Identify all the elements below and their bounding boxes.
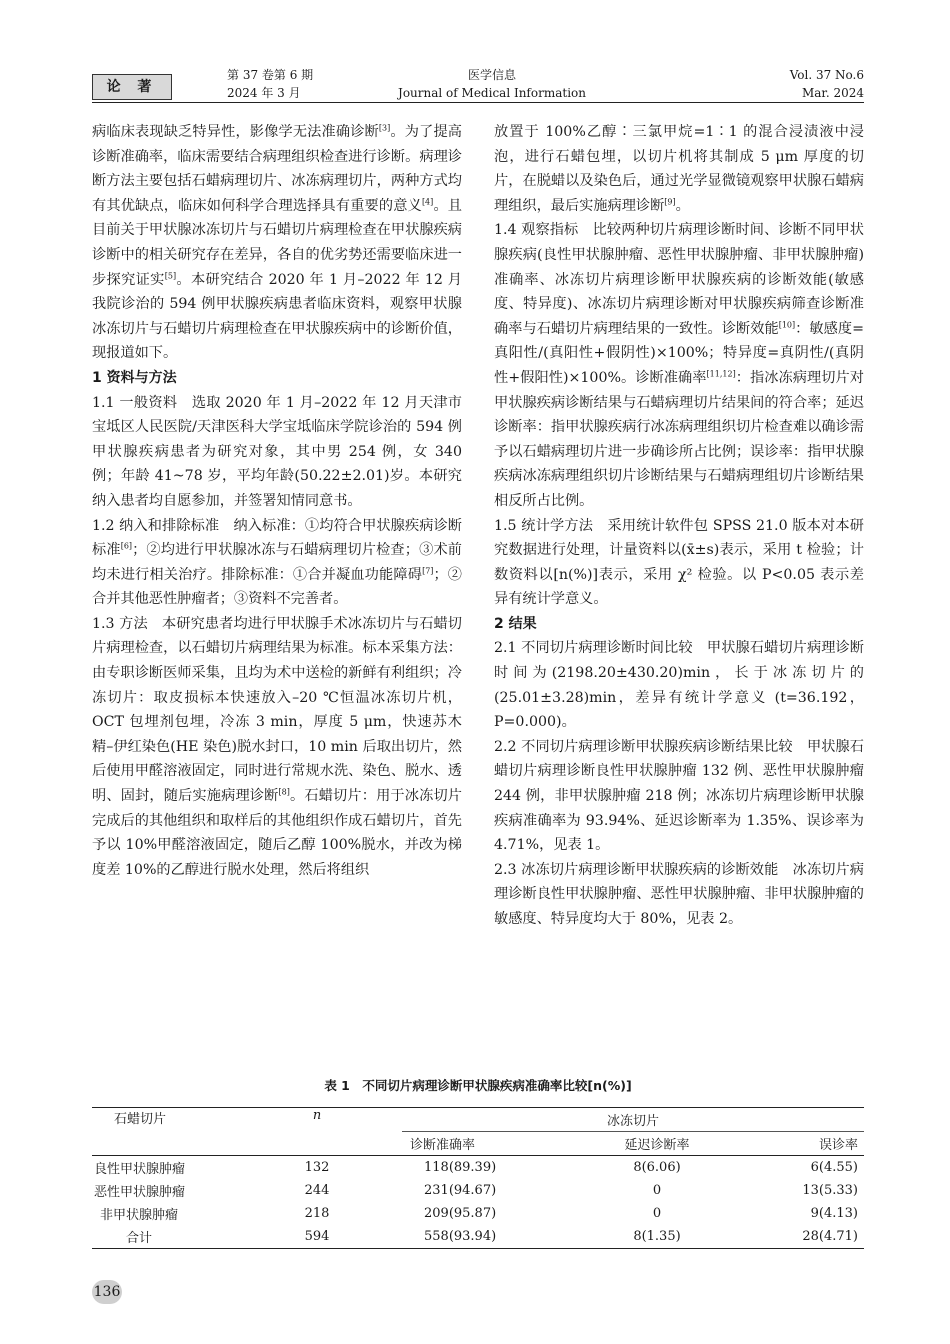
paragraph [92,612,462,883]
paragraph: 1.1 一般资料 选取 2020 年 1 月–2022 年 12 月天津市宝坻区人民医院/天津医科大学宝坻临床学院诊治的 594 例甲状腺疾病患者为研究对象，其中男 254 例，女 340 例；年龄 41~78 岁，平均年龄(50.22±2.01)岁。本研究纳入患者均自愿参加，并签署知情同意书。 [92,394,462,509]
header-paraffin: 石蜡切片 [114,1112,167,1127]
header-misdiag: 误诊率 [818,1138,858,1153]
cell-misdiag: 9(4.13) [810,1206,858,1221]
cell-name: 非甲状腺肿瘤 [100,1208,179,1223]
paragraph [92,514,462,612]
text: 。为了提高诊断准确率，临床需要结合病理组织检查进行诊断。病理诊断方法主要包括石蜡病理切片、冰冻病理切片，两种方式均有其优缺点，临床如何科学合理选择具有重要的意义 [92,124,462,214]
header-frozen: 冰冻切片 [402,1108,864,1132]
table-header-row [92,1108,864,1132]
text: 1.4 观察指标 比较两种切片病理诊断时间、诊断不同甲状腺疾病(良性甲状腺肿瘤、恶性甲状腺肿瘤、非甲状腺肿瘤)准确率、冰冻切片病理诊断甲状腺疾病的诊断效能(敏感度、特异度)、冰冻切片病理诊断对甲状腺疾病筛查诊断准确率与石蜡切片病理结果的一致性。诊断效能 [494,222,864,337]
cell-name: 合计 [126,1231,153,1246]
table-row [92,1202,864,1225]
header-delay: 延迟诊断率 [624,1138,690,1153]
volume-cn: 第 37 卷第 6 期 [227,68,314,82]
text: 。本研究结合 2020 年 1 月–2022 年 12 月我院诊治的 594 例甲状腺疾病患者临床资料，观察甲状腺冰冻切片与石蜡切片病理检查在甲状腺疾病中的诊断价值，现报道如下。 [92,271,462,362]
page-number: 136 [92,1280,122,1304]
issue-info-cn [227,66,313,102]
cell-delay: 8(6.06) [633,1160,681,1175]
citation: [9] [664,197,676,207]
cell-n: 594 [304,1229,330,1244]
date-en: Mar. 2024 [801,86,864,100]
cell-n: 244 [304,1183,330,1198]
date-cn: 2024 年 3 月 [227,86,301,100]
text: 。且目前关于甲状腺冰冻切片与石蜡切片病理检查在甲状腺疾病诊断中的相关研究存在差异，各自的优劣势还需要临床进一步探究证实 [92,197,462,288]
right-column [494,120,864,932]
paragraph: 2.2 不同切片病理诊断甲状腺疾病诊断结果比较 甲状腺石蜡切片病理诊断良性甲状腺肿瘤 132 例、恶性甲状腺肿瘤 244 例，非甲状腺肿瘤 218 例；冰冻切片病理诊断甲状腺疾病准确率为 93.94%、延迟诊断率为 1.35%、误诊率为 4.71%，见表 1。 [494,738,864,854]
cell-name: 良性甲状腺肿瘤 [94,1162,186,1177]
left-column [92,120,462,882]
citation: [6] [120,541,133,551]
citation: [11,12] [706,369,736,379]
text: 。 [675,197,690,214]
cell-misdiag: 6(4.55) [810,1160,858,1175]
citation: [10] [778,320,796,330]
journal-en: Journal of Medical Information [398,86,586,100]
text: ：指冰冻病理切片对甲状腺疾病诊断结果与石蜡病理切片结果间的符合率；延迟诊断率：指甲状腺疾病行冰冻病理组织切片检查难以确诊需予以石蜡病理切片进一步确诊所占比例；误诊率：指甲状腺疾病冰冻病理组织切片诊断结果与石蜡病理组切片诊断结果相反所占比例。 [494,369,864,509]
text: 1.2 纳入和排除标准 纳入标准：①均符合甲状腺疾病诊断标准 [92,517,462,559]
paragraph: 2.3 冰冻切片病理诊断甲状腺疾病的诊断效能 冰冻切片病理诊断良性甲状腺肿瘤、恶性甲状腺肿瘤、非甲状腺肿瘤的敏感度、特异度均大于 80%，见表 2。 [494,861,864,927]
section-label: 论 著 [92,74,172,100]
table-row [92,1225,864,1249]
cell-accuracy: 558(93.94) [424,1229,497,1244]
paragraph [494,218,864,513]
volume-en: Vol. 37 No.6 [789,68,864,82]
cell-name: 恶性甲状腺肿瘤 [94,1185,186,1200]
header-n: n [312,1108,322,1123]
text: 病临床表现缺乏特异性，影像学无法准确诊断 [92,124,379,140]
paragraph [92,120,462,366]
text: 。石蜡切片：用于冰冻切片完成后的其他组织和取样后的其他组织作成石蜡切片，首先予以 10%甲醛溶液固定，随后乙醇 100%脱水，并改为梯度差 10%的乙醇进行脱水处理，然后将组织 [92,788,462,878]
page-header [92,64,864,104]
journal-title [322,66,662,102]
paragraph [494,120,864,218]
cell-misdiag: 28(4.71) [802,1229,858,1244]
cell-delay: 0 [652,1183,662,1198]
journal-cn: 医学信息 [467,68,516,82]
section-heading: 1 资料与方法 [92,369,177,386]
citation: [8] [278,787,290,797]
table-caption: 表 1 不同切片病理诊断甲状腺疾病准确率比较[n(%)] [324,1078,632,1093]
cell-accuracy: 209(95.87) [424,1206,497,1221]
cell-misdiag: 13(5.33) [802,1183,858,1198]
cell-delay: 0 [652,1206,662,1221]
data-table [92,1107,864,1249]
table-row [92,1156,864,1180]
table-row [92,1179,864,1202]
citation: [7] [422,565,434,575]
header-accuracy: 诊断准确率 [410,1138,476,1153]
section-heading: 2 结果 [494,615,537,632]
text: 1.3 方法 本研究患者均进行甲状腺手术冰冻切片与石蜡切片病理检查，以石蜡切片病理结果为标准。标本采集方法：由专职诊断医师采集，且均为术中送检的新鲜有利组织；冷冻切片：取皮损标本快速放入–20 ℃恒温冰冻切片机，OCT 包埋剂包埋，冷冻 3 min，厚度 5 μm，快速苏木精–伊红染色(HE 染色)脱水封口，10 min 后取出切片，然后使用甲醛溶液固定，同时进行常规水洗、染色、脱水、透明、固封，随后实施病理诊断 [92,615,462,805]
header-rule [92,102,864,103]
citation: [5] [164,270,177,280]
citation: [4] [421,197,434,207]
citation: [3] [378,123,391,133]
cell-n: 218 [304,1206,330,1221]
text: ：敏感度=真阳性/(真阳性+假阴性)×100%；特异度=真阴性/(真阴性+假阳性)×100%。诊断准确率 [494,320,864,386]
paragraph: 2.1 不同切片病理诊断时间比较 甲状腺石蜡切片病理诊断时间为(2198.20±430.20)min，长于冰冻切片的 (25.01±3.28)min，差异有统计学意义 (t=36.192，P=0.000)。 [494,640,864,731]
cell-n: 132 [304,1160,330,1175]
text: 放置于 100%乙醇∶三氯甲烷=1∶1 的混合浸渍液中浸泡，进行石蜡包埋，以切片机将其制成 5 μm 厚度的切片，在脱蜡以及染色后，通过光学显微镜观察甲状腺石蜡病理组织，最后实施病理诊断 [494,124,864,214]
text: ；②均进行甲状腺冰冻与石蜡病理切片检查；③术前均未进行相关治疗。排除标准：①合并凝血功能障碍 [92,542,462,583]
text: ；②合并其他恶性肿瘤者；③资料不完善者。 [92,566,462,608]
paragraph: 1.5 统计学方法 采用统计软件包 SPSS 21.0 版本对本研究数据进行处理，计量资料以(x̄±s)表示，采用 t 检验；计数资料以[n(%)]表示，采用 χ² 检验。以 P<0.05 表示差异有统计学意义。 [494,517,864,608]
cell-delay: 8(1.35) [633,1229,681,1244]
cell-accuracy: 231(94.67) [424,1183,497,1198]
cell-accuracy: 118(89.39) [424,1160,497,1175]
issue-info-en [790,66,864,102]
